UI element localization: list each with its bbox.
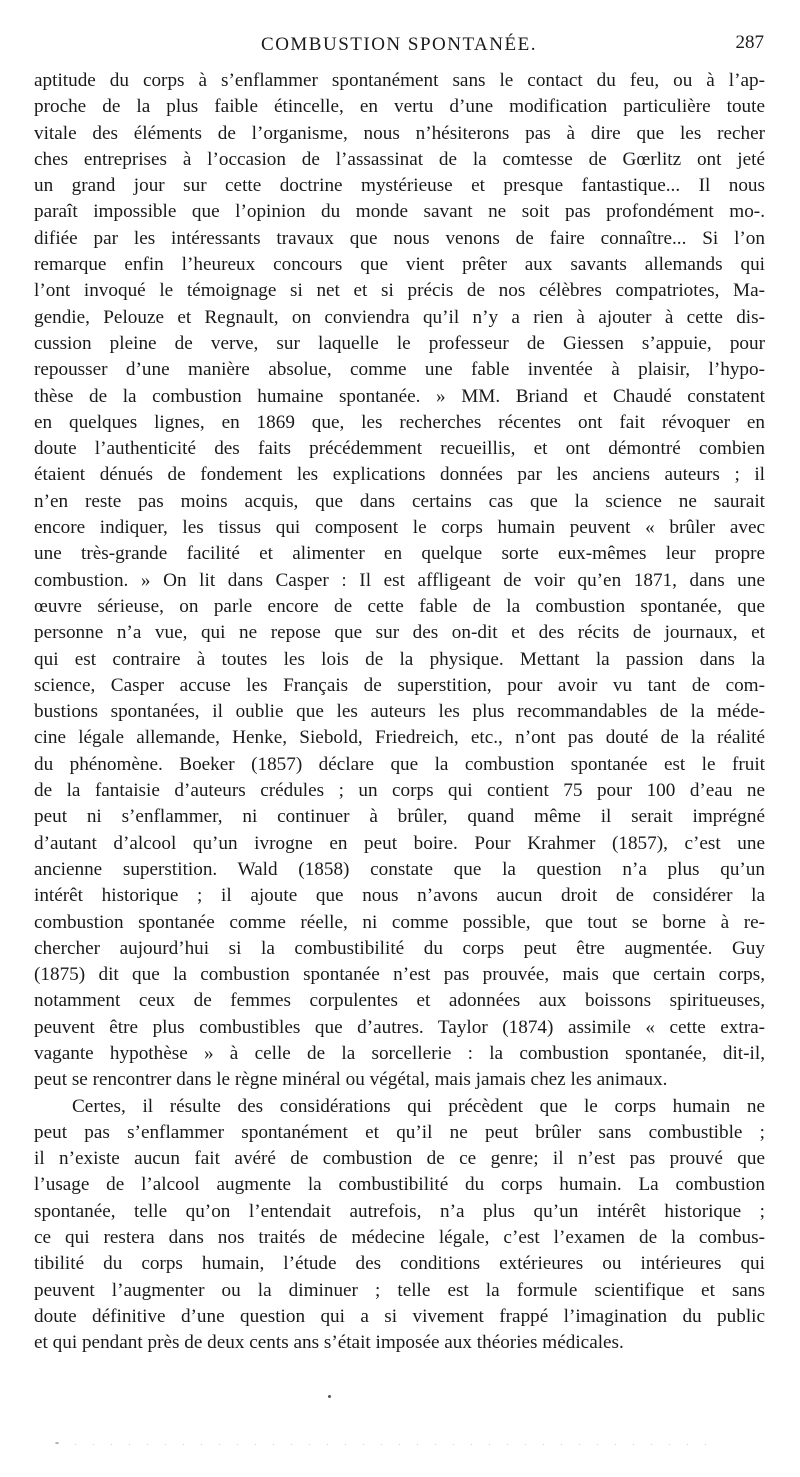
text-line: peuvent être plus combustibles que d’autres. Taylor (1874) assimile « cette extra-: [34, 1016, 765, 1038]
text-line: combustion spontanée comme réelle, ni comme possible, que tout se borne à re-: [34, 911, 765, 933]
text-line: peuvent l’augmenter ou la diminuer ; telle est la formule scientifique et sans: [34, 1279, 765, 1301]
text-line: remarque enfin l’heureux concours que vient prêter aux savants allemands qui: [34, 254, 765, 276]
text-line: paraît impossible que l’opinion du monde savant ne soit pas profondément mo-.: [34, 201, 765, 223]
paragraph-end-line: peut se rencontrer dans le règne minéral ou végétal, mais jamais chez les animaux.: [34, 1069, 668, 1091]
text-line: science, Casper accuse les Français de superstition, pour avoir vu tant de com-: [34, 674, 765, 696]
body-text: [34, 68, 765, 1357]
text-line: aptitude du corps à s’enflammer spontanément sans le contact du feu, ou à l’ap-: [34, 70, 765, 91]
text-line: n’en reste pas moins acquis, que dans certains cas que la science ne saurait: [34, 490, 765, 512]
text-line: gendie, Pelouze et Regnault, on conviendra qu’il n’y a rien à ajouter à cette dis-: [34, 306, 765, 328]
text-line: cine légale allemande, Henke, Siebold, Friedreich, etc., n’ont pas douté de la réalité: [34, 727, 765, 749]
text-line: proche de la plus faible étincelle, en vertu d’une modification particulière toute: [34, 96, 765, 118]
print-speck: [328, 1395, 331, 1398]
text-line: vitale des éléments de l’organisme, nous n’hésiterons pas à dire que les recher: [34, 122, 765, 144]
text-line: peut pas s’enflammer spontanément et qu’il ne peut brûler sans combustible ;: [34, 1121, 765, 1143]
paragraph-start-line: Certes, il résulte des considérations qui précèdent que le corps humain ne: [72, 1095, 765, 1117]
text-line: bustions spontanées, il oublie que les auteurs les plus recommandables de la méde-: [34, 701, 765, 723]
text-line: vagante hypothèse » à celle de la sorcellerie : la combustion spontanée, dit-il,: [34, 1042, 765, 1064]
text-line: l’ont invoqué le témoignage si net et si précis de nos célèbres compatriotes, Ma-: [34, 280, 765, 302]
text-line: combustion. » On lit dans Casper : Il est affligeant de voir qu’en 1871, dans une: [34, 569, 765, 591]
text-line: thèse de la combustion humaine spontanée. » MM. Briand et Chaudé constatent: [34, 385, 765, 407]
text-line: difiée par les intéressants travaux que nous venons de faire connaître... Si l’on: [34, 227, 765, 249]
text-line: d’autant d’alcool qu’un ivrogne en peut boire. Pour Krahmer (1857), c’est une: [34, 832, 765, 854]
paragraph-end-line: et qui pendant près de deux cents ans s’était imposée aux théories médicales.: [34, 1332, 624, 1354]
text-line: ce qui restera dans nos traités de médecine légale, c’est l’examen de la combus-: [34, 1227, 765, 1249]
text-line: spontanée, telle qu’on l’entendait autrefois, n’a plus qu’un intérêt historique ;: [34, 1200, 765, 1222]
text-line: doute l’authenticité des faits précédemment recueillis, et ont démontré combien: [34, 438, 765, 460]
text-line: doute définitive d’une question qui a si vivement frappé l’imagination du public: [34, 1305, 765, 1327]
footer-dots: - . . . . . . . . . . . . . . . . . . . . . . . . . . . . . . . . . . . .: [55, 1435, 713, 1445]
text-line: il n’existe aucun fait avéré de combustion de ce genre; il n’est pas prouvé que: [34, 1148, 765, 1170]
text-line: un grand jour sur cette doctrine mystérieuse et presque fantastique... Il nous: [34, 175, 765, 197]
text-line: peut ni s’enflammer, ni continuer à brûler, quand même il serait imprégné: [34, 806, 765, 828]
text-line: en quelques lignes, en 1869 que, les recherches récentes ont fait révoquer en: [34, 411, 765, 433]
running-title: COMBUSTION SPONTANÉE.: [261, 34, 537, 55]
text-line: œuvre sérieuse, on parle encore de cette fable de la combustion spontanée, que: [34, 595, 765, 617]
text-line: (1875) dit que la combustion spontanée n’est pas prouvée, mais que certain corps,: [34, 964, 765, 986]
text-line: ches entreprises à l’occasion de l’assassinat de la comtesse de Gœrlitz ont jeté: [34, 148, 765, 170]
running-head: [34, 30, 764, 60]
text-line: personne n’a vue, qui ne repose que sur des on-dit et des récits de journaux, et: [34, 622, 765, 644]
text-line: qui est contraire à toutes les lois de la physique. Mettant la passion dans la: [34, 648, 765, 670]
text-line: encore indiquer, les tissus qui composent le corps humain peuvent « brûler avec: [34, 517, 765, 539]
page-number: 287: [735, 32, 764, 53]
text-line: notamment ceux de femmes corpulentes et adonnées aux boissons spiritueuses,: [34, 990, 765, 1012]
text-line: de la fantaisie d’auteurs crédules ; un corps qui contient 75 pour 100 d’eau ne: [34, 780, 765, 802]
text-line: l’usage de l’alcool augmente la combustibilité du corps humain. La combustion: [34, 1174, 765, 1196]
text-line: intérêt historique ; il ajoute que nous n’avons aucun droit de considérer la: [34, 885, 765, 907]
text-line: cussion pleine de verve, sur laquelle le professeur de Giessen s’appuie, pour: [34, 332, 765, 354]
text-line: une très-grande facilité et alimenter en quelque sorte eux-mêmes leur propre: [34, 543, 765, 565]
text-line: repousser d’une manière absolue, comme une fable inventée à plaisir, l’hypo-: [34, 359, 765, 381]
text-line: chercher aujourd’hui si la combustibilité du corps peut être augmentée. Guy: [34, 937, 765, 959]
text-line: étaient dénués de fondement les explications données par les anciens auteurs ; il: [34, 464, 765, 486]
text-line: tibilité du corps humain, l’étude des conditions extérieures ou intérieures qui: [34, 1253, 765, 1275]
text-line: du phénomène. Boeker (1857) déclare que la combustion spontanée est le fruit: [34, 753, 765, 775]
text-line: ancienne superstition. Wald (1858) constate que la question n’a plus qu’un: [34, 858, 765, 880]
